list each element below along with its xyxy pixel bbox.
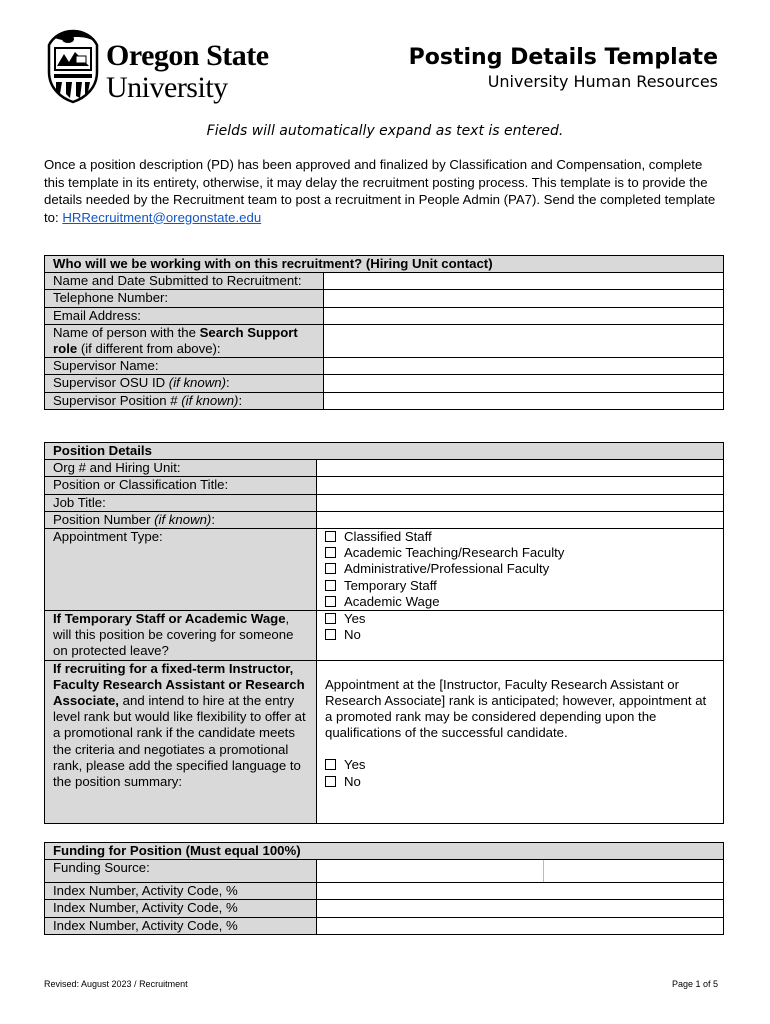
option-label: Administrative/Professional Faculty bbox=[344, 561, 550, 577]
checkbox-icon[interactable] bbox=[325, 547, 336, 558]
job-title-field[interactable] bbox=[317, 494, 724, 511]
fixed-term-options bbox=[317, 660, 724, 823]
search-support-suffix: (if different from above): bbox=[77, 341, 221, 357]
temporary-leave-yes[interactable] bbox=[325, 611, 715, 627]
supervisor-name-field[interactable] bbox=[324, 358, 724, 375]
contact-section-header: Who will we be working with on this recruitment? (Hiring Unit contact) bbox=[45, 256, 724, 273]
option-label: No bbox=[344, 773, 361, 789]
table-row bbox=[45, 611, 724, 661]
index-number-field[interactable] bbox=[317, 917, 724, 934]
intro-text: Once a position description (PD) has been approved and finalized by Classification and Compensation, complete this template in its entirety, otherwise, it may delay the recruitment posting process. This template is to provide the details needed by the Recruitment team to post a recruitment in People Admin (PA7). Send the completed template to: bbox=[44, 157, 716, 225]
table-row bbox=[45, 358, 724, 375]
funding-section-header: Funding for Position (Must equal 100%) bbox=[45, 843, 724, 860]
fixed-term-bold: If recruiting for a fixed-term Instructor, Faculty Research Assistant or Research Associate, bbox=[53, 660, 305, 709]
telephone-label: Telephone Number: bbox=[45, 290, 324, 307]
telephone-field[interactable] bbox=[324, 290, 724, 307]
logo-wordmark-line1: Oregon State bbox=[106, 39, 269, 72]
supervisor-position-italic: (if known) bbox=[181, 392, 239, 408]
table-row bbox=[45, 511, 724, 528]
option-label: Yes bbox=[344, 757, 366, 773]
option-label: No bbox=[344, 627, 361, 643]
table-row bbox=[45, 273, 724, 290]
name-date-field[interactable] bbox=[324, 273, 724, 290]
index-number-label: Index Number, Activity Code, % bbox=[45, 900, 317, 917]
supervisor-id-colon: : bbox=[225, 375, 230, 391]
class-title-label: Position or Classification Title: bbox=[45, 477, 317, 494]
page-title: Posting Details Template bbox=[408, 45, 718, 70]
position-number-field[interactable] bbox=[317, 511, 724, 528]
osu-logo bbox=[44, 28, 284, 106]
document-title-block bbox=[409, 45, 718, 93]
position-number-italic: (if known) bbox=[154, 511, 212, 527]
recruitment-email-link[interactable]: HRRecruitment@oregonstate.edu bbox=[62, 209, 262, 225]
intro-paragraph bbox=[44, 156, 724, 226]
table-row bbox=[45, 660, 724, 823]
appointment-type-options bbox=[317, 529, 724, 611]
funding-source-label: Funding Source: bbox=[45, 860, 317, 883]
fixed-term-no[interactable] bbox=[325, 774, 715, 790]
expand-note: Fields will automatically expand as text is entered. bbox=[206, 123, 564, 139]
appointment-type-label: Appointment Type: bbox=[45, 529, 317, 611]
supervisor-position-text: Supervisor Position # bbox=[53, 392, 182, 408]
position-number-text: Position Number bbox=[53, 511, 155, 527]
search-support-field[interactable] bbox=[324, 324, 724, 357]
table-row bbox=[45, 443, 724, 460]
index-number-label: Index Number, Activity Code, % bbox=[45, 883, 317, 900]
option-label: Classified Staff bbox=[344, 529, 432, 545]
option-label: Temporary Staff bbox=[344, 577, 437, 593]
index-number-field[interactable] bbox=[317, 883, 724, 900]
supervisor-id-field[interactable] bbox=[324, 375, 724, 392]
temporary-leave-no[interactable] bbox=[325, 627, 715, 643]
email-label: Email Address: bbox=[45, 307, 324, 324]
table-row bbox=[45, 843, 724, 860]
supervisor-position-colon: : bbox=[238, 392, 243, 408]
table-row bbox=[45, 917, 724, 934]
org-label: Org # and Hiring Unit: bbox=[45, 460, 317, 477]
table-row bbox=[45, 375, 724, 392]
table-row bbox=[45, 494, 724, 511]
supervisor-position-label bbox=[45, 392, 324, 409]
supervisor-id-label bbox=[45, 375, 324, 392]
checkbox-icon[interactable] bbox=[325, 629, 336, 640]
osu-seal-icon bbox=[44, 28, 102, 104]
fixed-term-statement: Appointment at the [Instructor, Faculty Research Assistant or Research Associate] rank is anticipated; however, appointment at a promoted rank may be considered depending upon the qualifications of the successful candidate. bbox=[325, 676, 707, 741]
position-section-header: Position Details bbox=[45, 443, 724, 460]
footer-page-number: Page 1 of 5 bbox=[671, 979, 718, 989]
index-number-label: Index Number, Activity Code, % bbox=[45, 917, 317, 934]
fixed-term-text: and intend to hire at the entry level rank but would like flexibility to offer at a promotional rank if the candidate meets the criteria and negotiates a promotional rank, please add the specified language to the position summary: bbox=[53, 693, 306, 790]
checkbox-icon[interactable] bbox=[325, 613, 336, 624]
page-subtitle: University Human Resources bbox=[487, 72, 718, 91]
table-row bbox=[45, 529, 724, 611]
table-row bbox=[45, 307, 724, 324]
supervisor-name-label: Supervisor Name: bbox=[45, 358, 324, 375]
table-row bbox=[45, 460, 724, 477]
funding-source-field[interactable] bbox=[317, 860, 724, 883]
search-support-bold: Search Support role bbox=[53, 324, 298, 357]
option-label: Academic Wage bbox=[344, 593, 440, 609]
checkbox-icon[interactable] bbox=[325, 776, 336, 787]
option-label: Academic Teaching/Research Faculty bbox=[344, 545, 565, 561]
fixed-term-yes[interactable] bbox=[325, 757, 715, 773]
option-label: Yes bbox=[344, 611, 366, 627]
appt-option-wage[interactable] bbox=[325, 594, 715, 610]
checkbox-icon[interactable] bbox=[325, 596, 336, 607]
class-title-field[interactable] bbox=[317, 477, 724, 494]
table-row bbox=[45, 900, 724, 917]
checkbox-icon[interactable] bbox=[325, 531, 336, 542]
fixed-term-label bbox=[45, 660, 317, 823]
checkbox-icon[interactable] bbox=[325, 759, 336, 770]
name-date-label: Name and Date Submitted to Recruitment: bbox=[45, 273, 324, 290]
position-table bbox=[44, 442, 724, 824]
email-field[interactable] bbox=[324, 307, 724, 324]
checkbox-icon[interactable] bbox=[325, 563, 336, 574]
job-title-label: Job Title: bbox=[45, 494, 317, 511]
table-row bbox=[45, 256, 724, 273]
search-support-label bbox=[45, 324, 324, 357]
temporary-leave-label bbox=[45, 611, 317, 661]
logo-wordmark-line2: University bbox=[106, 71, 228, 104]
position-number-colon: : bbox=[211, 511, 215, 527]
temporary-leave-bold: If Temporary Staff or Academic Wage bbox=[53, 611, 286, 627]
table-row bbox=[45, 883, 724, 900]
appt-option-academic-faculty[interactable] bbox=[325, 545, 715, 561]
table-row bbox=[45, 290, 724, 307]
table-row bbox=[45, 392, 724, 409]
search-support-text: Name of person with the bbox=[53, 324, 200, 340]
table-row bbox=[45, 860, 724, 883]
index-number-field[interactable] bbox=[317, 900, 724, 917]
appt-option-temporary[interactable] bbox=[325, 578, 715, 594]
footer-revised: Revised: August 2023 / Recruitment bbox=[44, 979, 188, 989]
table-row bbox=[45, 477, 724, 494]
supervisor-id-italic: (if known) bbox=[168, 375, 226, 391]
table-row bbox=[45, 324, 724, 357]
org-field[interactable] bbox=[317, 460, 724, 477]
funding-table bbox=[44, 842, 724, 935]
supervisor-position-field[interactable] bbox=[324, 392, 724, 409]
contact-table bbox=[44, 255, 724, 410]
funding-source-subfield[interactable] bbox=[325, 860, 544, 882]
position-number-label bbox=[45, 511, 317, 528]
supervisor-id-text: Supervisor OSU ID bbox=[53, 375, 169, 391]
temporary-leave-text: , will this position be covering for someone on protected leave? bbox=[53, 611, 294, 659]
appt-option-classified[interactable] bbox=[325, 529, 715, 545]
checkbox-icon[interactable] bbox=[325, 580, 336, 591]
temporary-leave-options bbox=[317, 611, 724, 661]
appt-option-ap-faculty[interactable] bbox=[325, 561, 715, 577]
